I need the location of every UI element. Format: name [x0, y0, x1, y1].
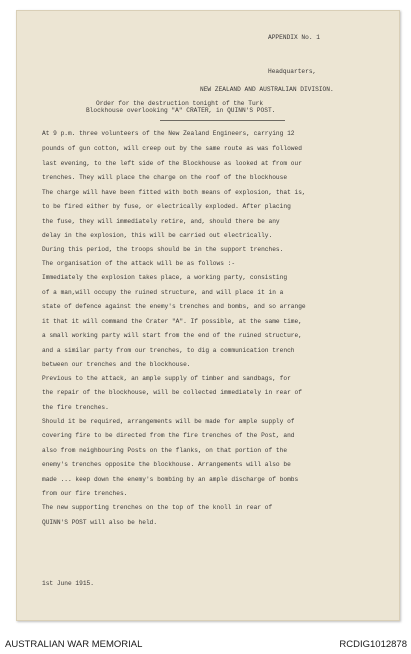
body-line: The organisation of the attack will be as follows :-	[42, 260, 236, 267]
body-line: The charge will have been fitted with both means of explosion, that is,	[42, 189, 306, 196]
body-line: enemy's trenches opposite the blockhouse. Arrangements will also be	[42, 461, 291, 468]
appendix-label: APPENDIX No. 1	[268, 34, 320, 41]
body-line: the fuse, they will immediately retire, and, should there be any	[42, 218, 280, 225]
archive-footer-right: RCDIG1012878	[339, 639, 407, 650]
body-line: made ... keep down the enemy's bombing by an ample discharge of bombs	[42, 476, 299, 483]
body-line: of a man,will occupy the ruined structure, and will place it in a	[42, 289, 284, 296]
body-line: from our fire trenches.	[42, 490, 128, 497]
headquarters-line: Headquarters,	[268, 68, 317, 75]
division-line: NEW ZEALAND AND AUSTRALIAN DIVISION.	[200, 86, 334, 93]
body-line: last evening, to the left side of the Blockhouse as looked at from our	[42, 160, 302, 167]
order-title-line-1: Order for the destruction tonight of the Turk	[96, 100, 264, 107]
body-line: the fire trenches.	[42, 404, 109, 411]
body-line: and a similar party from our trenches, to dig a communication trench	[42, 347, 295, 354]
body-line: a small working party will start from the end of the ruined structure,	[42, 332, 302, 339]
body-line: trenches. They will place the charge on the roof of the blockhouse	[42, 174, 288, 181]
body-line: At 9 p.m. three volunteers of the New Zealand Engineers, carrying 12	[42, 130, 295, 137]
body-line: to be fired either by fuse, or electrically exploded. After placing	[42, 203, 291, 210]
title-underline	[160, 120, 285, 121]
body-line: also from neighbouring Posts on the flanks, on that portion of the	[42, 447, 288, 454]
body-line: between our trenches and the blockhouse.	[42, 361, 191, 368]
body-line: delay in the explosion, this will be carried out electrically.	[42, 232, 273, 239]
body-line: Should it be required, arrangements will be made for ample supply of	[42, 418, 295, 425]
body-line: QUINN'S POST will also be held.	[42, 519, 158, 526]
body-line: state of defence against the enemy's trenches and bombs, and so arrange	[42, 303, 306, 310]
body-line: Immediately the explosion takes place, a working party, consisting	[42, 274, 288, 281]
body-line: the repair of the blockhouse, will be collected immediately in rear of	[42, 389, 302, 396]
body-line: Previous to the attack, an ample supply of timber and sandbags, for	[42, 375, 291, 382]
document-date: 1st June 1915.	[42, 580, 94, 587]
body-line: During this period, the troops should be in the support trenches.	[42, 246, 284, 253]
archive-footer-left: AUSTRALIAN WAR MEMORIAL	[5, 639, 143, 650]
body-line: The new supporting trenches on the top of the knoll in rear of	[42, 504, 273, 511]
body-line: pounds of gun cotton, will creep out by the same route as was followed	[42, 145, 302, 152]
body-line: it that it will command the Crater "A". If possible, at the same time,	[42, 318, 302, 325]
body-line: covering fire to be directed from the fire trenches of the Post, and	[42, 432, 295, 439]
order-title-line-2: Blockhouse overlooking "A" CRATER, in QUINN'S POST.	[86, 107, 276, 114]
